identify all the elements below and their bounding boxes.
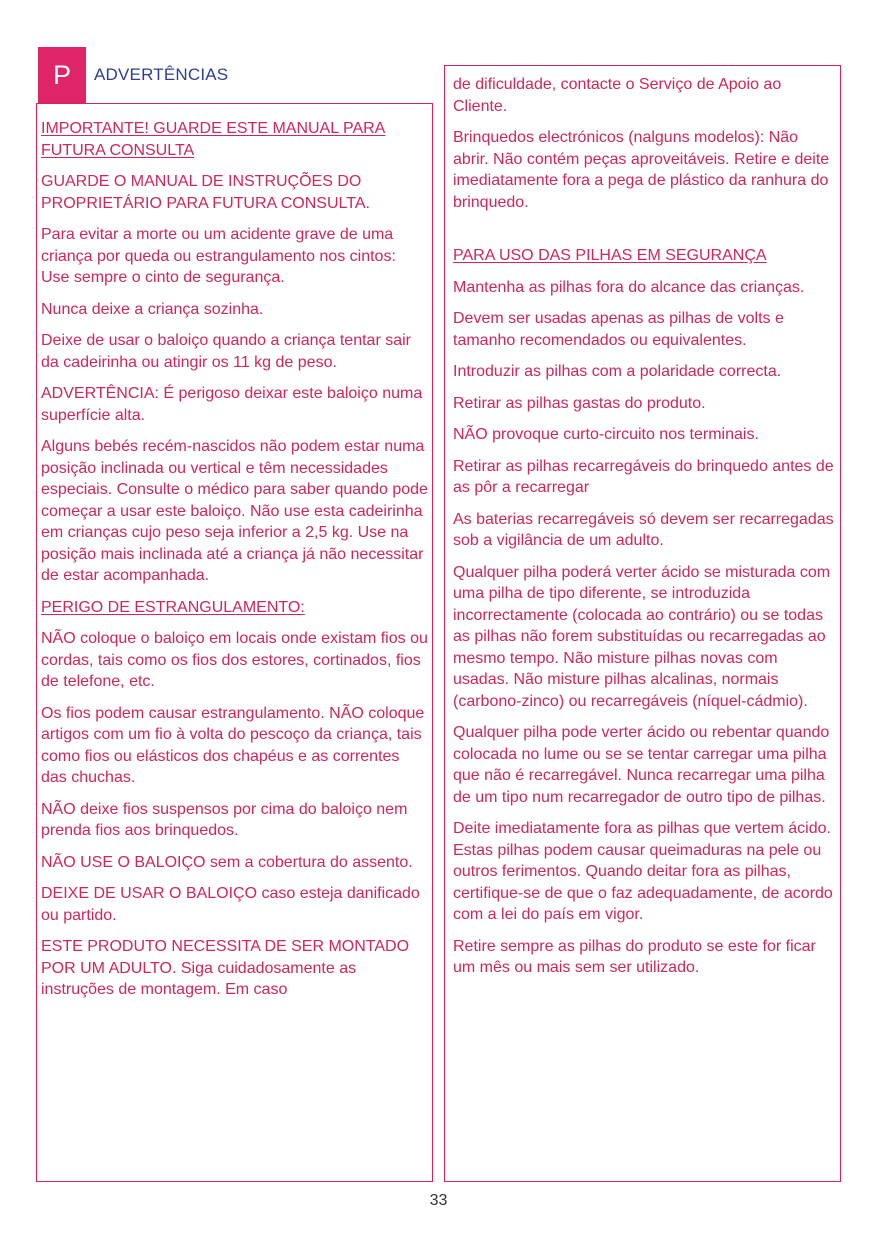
paragraph: Qualquer pilha poderá verter ácido se misturada com uma pilha de tipo diferente, se introduzida incorrectamente (colocada ao contrário) ou se todas as pilhas não forem substituídas ou recarregadas ao mesmo tempo. Não misture pilhas novas com usadas. Não misture pilhas alcalinas, normais (carbono-zinco) ou recarregáveis (níquel-cádmio). <box>453 563 831 710</box>
paragraph: GUARDE O MANUAL DE INSTRUÇÕES DO PROPRIETÁRIO PARA FUTURA CONSULTA. <box>41 173 370 212</box>
paragraph: ESTE PRODUTO NECESSITA DE SER MONTADO POR UM ADULTO. Siga cuidadosamente as instruções de montagem. Em caso <box>41 938 410 998</box>
paragraph: Para evitar a morte ou um acidente grave de uma criança por queda ou estrangulamento nos cintos: Use sempre o cinto de segurança. <box>41 226 396 286</box>
paragraph: Introduzir as pilhas com a polaridade correcta. <box>453 363 782 380</box>
heading-batteries: PARA USO DAS PILHAS EM SEGURANÇA <box>453 247 767 264</box>
language-badge: P <box>38 47 86 103</box>
paragraph: Devem ser usadas apenas as pilhas de volts e tamanho recomendados ou equivalentes. <box>453 310 784 349</box>
left-column <box>36 103 433 1182</box>
paragraph: Mantenha as pilhas fora do alcance das crianças. <box>453 278 805 296</box>
paragraph: DEIXE DE USAR O BALOIÇO caso esteja danificado ou partido. <box>41 885 420 924</box>
right-column <box>444 65 841 1182</box>
paragraph: Retire sempre as pilhas do produto se este for ficar um mês ou mais sem ser utilizado. <box>453 937 816 976</box>
paragraph: ADVERTÊNCIA: É perigoso deixar este baloiço numa superfície alta. <box>41 385 423 424</box>
section-title: ADVERTÊNCIAS <box>94 65 229 84</box>
heading-strangulation: PERIGO DE ESTRANGULAMENTO: <box>41 598 305 616</box>
paragraph: Brinquedos electrónicos (nalguns modelos): Não abrir. Não contém peças aproveitáveis. Retire e deite imediatamente fora a pega de plástico da ranhura do brinquedo. <box>453 129 830 211</box>
paragraph: As baterias recarregáveis só devem ser recarregadas sob a vigilância de um adulto. <box>453 510 834 549</box>
paragraph: Os fios podem causar estrangulamento. NÃO coloque artigos com um fio à volta do pescoço da criança, tais como fios ou elásticos dos chapéus e as correntes das chuchas. <box>41 704 425 786</box>
paragraph: NÃO coloque o baloiço em locais onde existam fios ou cordas, tais como os fios dos estores, cortinados, fios de telefone, etc. <box>41 630 428 690</box>
paragraph: NÃO USE O BALOIÇO sem a cobertura do assento. <box>41 853 413 871</box>
heading-important: IMPORTANTE! GUARDE ESTE MANUAL PARA FUTURA CONSULTA <box>41 120 386 159</box>
paragraph: de dificuldade, contacte o Serviço de Apoio ao Cliente. <box>453 76 782 115</box>
paragraph: Nunca deixe a criança sozinha. <box>41 300 264 318</box>
paragraph: Deixe de usar o baloiço quando a criança tentar sair da cadeirinha ou atingir os 11 kg de peso. <box>41 332 411 371</box>
spacer <box>453 223 834 245</box>
paragraph: NÃO provoque curto-circuito nos terminais. <box>453 426 759 443</box>
paragraph: Deite imediatamente fora as pilhas que vertem ácido. Estas pilhas podem causar queimaduras na pele ou outros ferimentos. Quando deitar fora as pilhas, certifique-se de que o faz adequadamente, de acordo com a lei do país em vigor. <box>453 820 833 923</box>
paragraph: Retirar as pilhas gastas do produto. <box>453 394 706 412</box>
page-number: 33 <box>429 1192 448 1209</box>
paragraph: Retirar as pilhas recarregáveis do brinquedo antes de as pôr a recarregar <box>453 457 834 496</box>
paragraph: NÃO deixe fios suspensos por cima do baloiço nem prenda fios aos brinquedos. <box>41 800 408 839</box>
paragraph: Alguns bebés recém-nascidos não podem estar numa posição inclinada ou vertical e têm necessidades especiais. Consulte o médico para saber quando pode começar a usar este baloiço. Não use esta cadeirinha em crianças cujo peso seja inferior a 2,5 kg. Use na posição mais inclinada até a criança já não necessitar de estar acompanhada. <box>41 438 428 584</box>
paragraph: Qualquer pilha pode verter ácido ou rebentar quando colocada no lume ou se se tentar carregar uma pilha que não é recarregável. Nunca recarregar uma pilha de um tipo num recarregador de outro tipo de pilhas. <box>453 724 830 806</box>
